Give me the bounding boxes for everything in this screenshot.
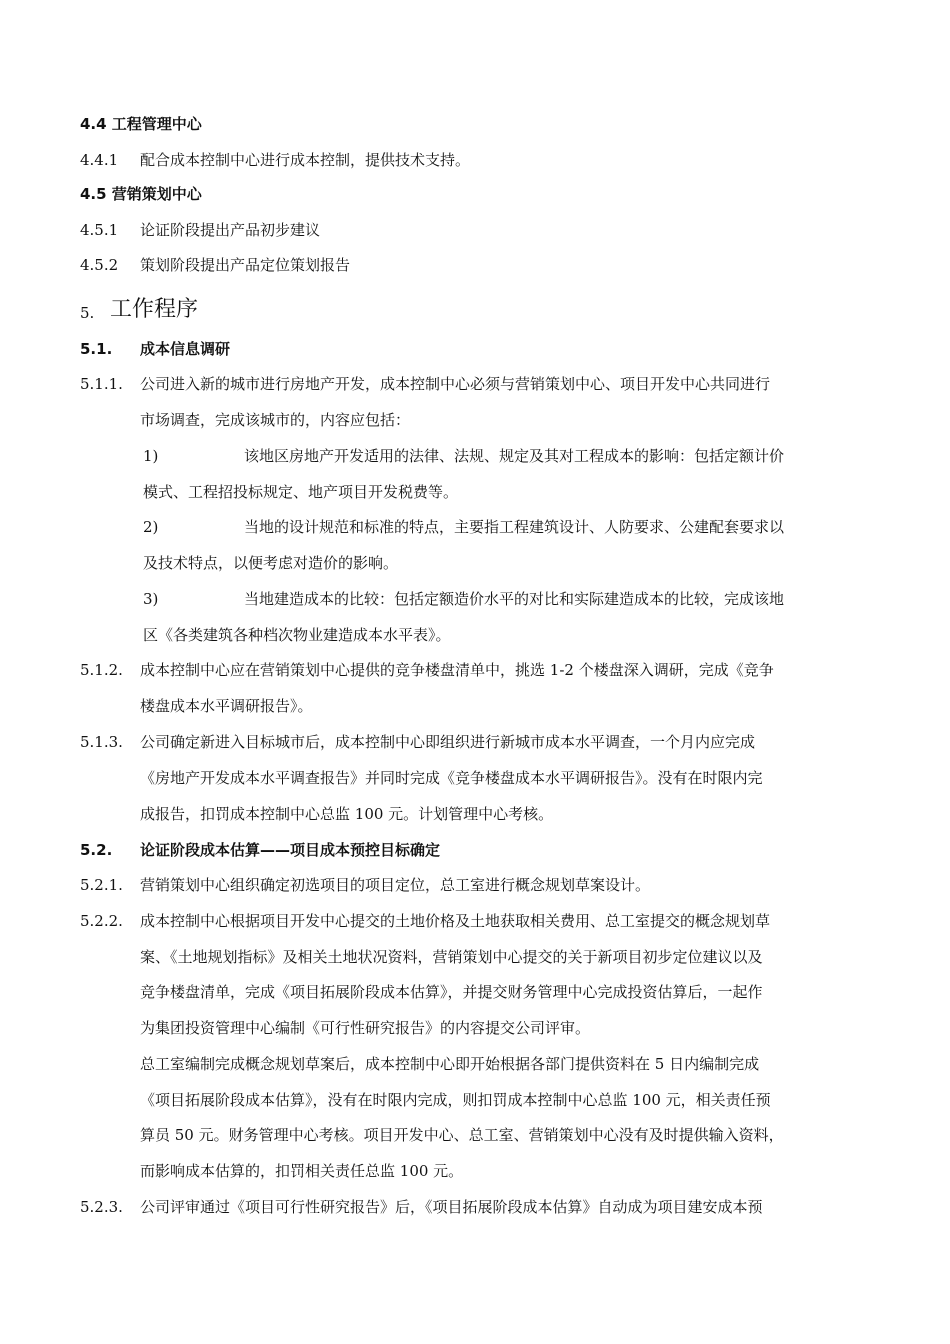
chapter-title: 工作程序 [110,297,199,322]
list-line: 当地的设计规范和标准的特点，主要指工程建筑设计、人防要求、公建配套要求以 [244,518,785,536]
item-num: 4.4.1 [80,151,119,169]
clause-number: 5.1.2. [80,661,123,679]
clause-number: 5.1.3. [80,733,123,751]
paragraph-line: 市场调查，完成该城市的，内容应包括： [140,411,411,429]
paragraph-line: 《房地产开发成本水平调查报告》并同时完成《竞争楼盘成本水平调研报告》。没有在时限内完 [140,769,763,787]
paragraph-line: 为集团投资管理中心编制《可行性研究报告》的内容提交公司评审。 [140,1019,591,1037]
paragraph-line: 成报告，扣罚成本控制中心总监 100 元。计划管理中心考核。 [140,805,554,823]
paragraph-line: 《项目拓展阶段成本估算》，没有在时限内完成，则扣罚成本控制中心总监 100 元，相关责任预 [140,1091,771,1109]
paragraph-line: 成本控制中心根据项目开发中心提交的土地价格及土地获取相关费用、总工室提交的概念规划草 [140,912,771,930]
section-heading-4-4: 4.4 工程管理中心 [80,115,202,133]
list-line: 区《各类建筑各种档次物业建造成本水平表》。 [143,626,451,644]
item-text: 策划阶段提出产品定位策划报告 [140,256,351,274]
list-line: 当地建造成本的比较：包括定额造价水平的对比和实际建造成本的比较，完成该地 [244,590,785,608]
item-num: 4.5.2 [80,256,119,274]
list-line: 该地区房地产开发适用的法律、法规、规定及其对工程成本的影响：包括定额计价 [244,447,785,465]
paragraph-line: 公司评审通过《项目可行性研究报告》后，《项目拓展阶段成本估算》自动成为项目建安成本预 [140,1198,763,1216]
clause-number: 5.1.1. [80,375,123,393]
section-title-5-1: 成本信息调研 [140,340,231,358]
list-marker: 1) [143,447,159,465]
paragraph-line: 而影响成本估算的，扣罚相关责任总监 100 元。 [140,1162,464,1180]
paragraph-line: 营销策划中心组织确定初选项目的项目定位，总工室进行概念规划草案设计。 [140,876,651,894]
paragraph-line: 成本控制中心应在营销策划中心提供的竞争楼盘清单中，挑选 1-2 个楼盘深入调研，完成《竞争 [140,661,774,679]
list-line: 及技术特点，以便考虑对造价的影响。 [143,554,399,572]
section-heading-4-5: 4.5 营销策划中心 [80,185,202,203]
paragraph-line: 竞争楼盘清单，完成《项目拓展阶段成本估算》，并提交财务管理中心完成投资估算后，一起作 [140,983,763,1001]
item-text: 配合成本控制中心进行成本控制，提供技术支持。 [140,151,471,169]
list-marker: 2) [143,518,159,536]
list-line: 模式、工程招投标规定、地产项目开发税费等。 [143,483,459,501]
item-num: 4.5.1 [80,221,119,239]
section-number-5-2: 5.2. [80,841,113,859]
section-number-5-1: 5.1. [80,340,113,358]
paragraph-line: 公司进入新的城市进行房地产开发，成本控制中心必须与营销策划中心、项目开发中心共同进行 [140,375,771,393]
chapter-number: 5. [80,304,95,322]
paragraph-line: 算员 50 元。财务管理中心考核。项目开发中心、总工室、营销策划中心没有及时提供输入资料， [140,1126,784,1144]
item-text: 论证阶段提出产品初步建议 [140,221,321,239]
paragraph-line: 案、《土地规划指标》及相关土地状况资料，营销策划中心提交的关于新项目初步定位建议以及 [140,948,763,966]
clause-number: 5.2.2. [80,912,123,930]
clause-number: 5.2.1. [80,876,123,894]
clause-number: 5.2.3. [80,1198,123,1216]
paragraph-line: 总工室编制完成概念规划草案后，成本控制中心即开始根据各部门提供资料在 5 日内编制完成 [140,1055,760,1073]
section-title-5-2: 论证阶段成本估算——项目成本预控目标确定 [140,841,441,859]
list-marker: 3) [143,590,159,608]
paragraph-line: 公司确定新进入目标城市后，成本控制中心即组织进行新城市成本水平调查，一个月内应完成 [140,733,756,751]
paragraph-line: 楼盘成本水平调研报告》。 [140,697,313,715]
